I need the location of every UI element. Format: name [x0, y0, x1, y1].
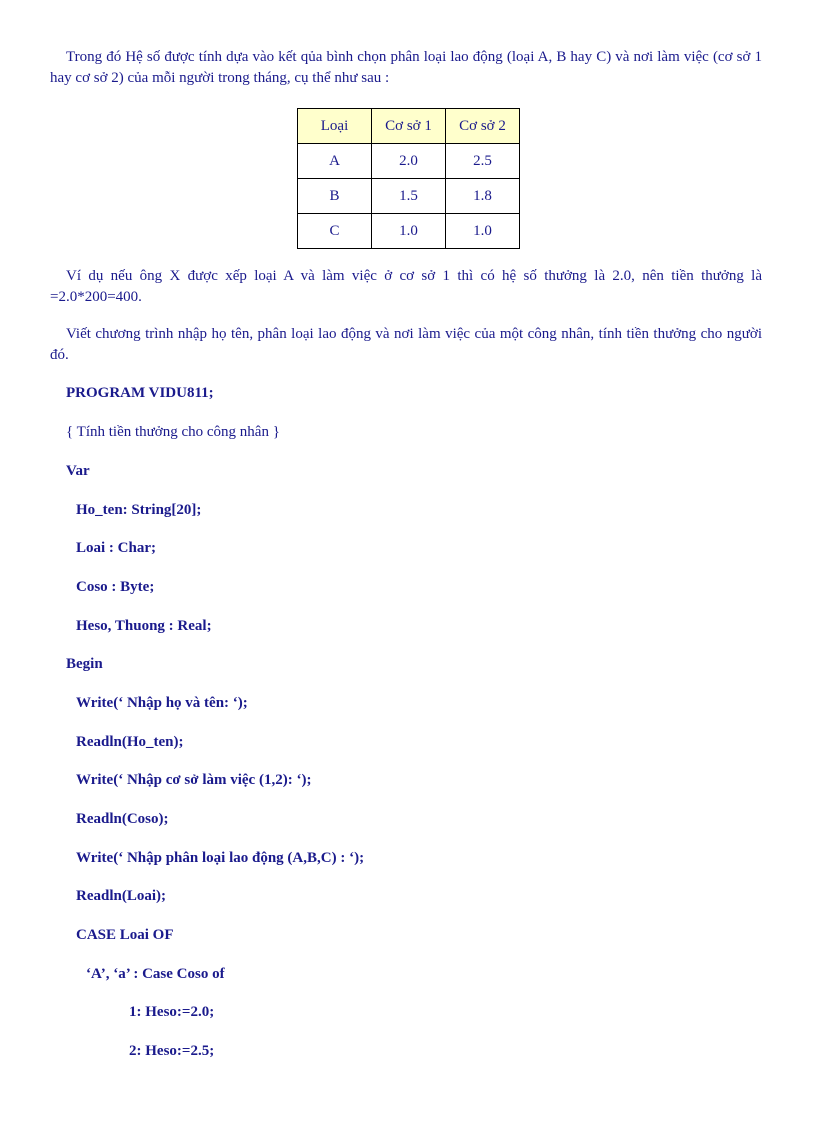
code-line: Ho_ten: String[20];: [76, 502, 202, 518]
code-line-comment: { Tính tiền thưởng cho công nhân }: [66, 424, 280, 440]
code-line: Loai : Char;: [76, 540, 156, 556]
table-header-row: [298, 109, 520, 144]
code-line: 2: Heso:=2.5;: [129, 1043, 215, 1059]
table-header-cell: Cơ sở 1: [372, 109, 446, 144]
code-line: ‘A’, ‘a’ : Case Coso of: [86, 966, 225, 982]
code-line: 1: Heso:=2.0;: [129, 1004, 215, 1020]
table-cell: 1.0: [372, 214, 446, 249]
table-cell: 1.0: [446, 214, 520, 249]
table-row: [298, 179, 520, 214]
code-line: Write(‘ Nhập phân loại lao động (A,B,C) : ‘);: [76, 850, 365, 866]
code-line: Readln(Ho_ten);: [76, 734, 184, 750]
code-line-program: PROGRAM VIDU811;: [66, 385, 214, 401]
code-line: Write(‘ Nhập họ và tên: ‘);: [76, 695, 248, 711]
table-header-cell: Cơ sở 2: [446, 109, 520, 144]
code-line-case: CASE Loai OF: [76, 927, 174, 943]
table-cell: 1.8: [446, 179, 520, 214]
code-line: Readln(Coso);: [76, 811, 169, 827]
code-line: Readln(Loai);: [76, 888, 166, 904]
table-cell: A: [298, 144, 372, 179]
table-cell: B: [298, 179, 372, 214]
table-cell: C: [298, 214, 372, 249]
example-paragraph: Ví dụ nếu ông X được xếp loại A và làm việc ở cơ sở 1 thì có hệ số thưởng là 2.0, nên tiền thưởng là =2.0*200=400.: [50, 268, 762, 305]
coefficient-table: [297, 108, 520, 249]
table-row: [298, 144, 520, 179]
intro-paragraph: Trong đó Hệ số được tính dựa vào kết qủa bình chọn phân loại lao động (loại A, B hay C) và nơi làm việc (cơ sở 1 hay cơ sở 2) của mỗi người trong tháng, cụ thể như sau :: [50, 49, 762, 86]
table-cell: 1.5: [372, 179, 446, 214]
code-line: Heso, Thuong : Real;: [76, 618, 212, 634]
task-paragraph: Viết chương trình nhập họ tên, phân loại lao động và nơi làm việc của một công nhân, tính tiền thưởng cho người đó.: [50, 326, 762, 363]
table-cell: 2.0: [372, 144, 446, 179]
table-cell: 2.5: [446, 144, 520, 179]
code-line-var: Var: [66, 463, 90, 479]
code-line: Coso : Byte;: [76, 579, 155, 595]
code-line: Write(‘ Nhập cơ sở làm việc (1,2): ‘);: [76, 772, 312, 788]
table-row: [298, 214, 520, 249]
table-header-cell: Loại: [298, 109, 372, 144]
code-line-begin: Begin: [66, 656, 103, 672]
